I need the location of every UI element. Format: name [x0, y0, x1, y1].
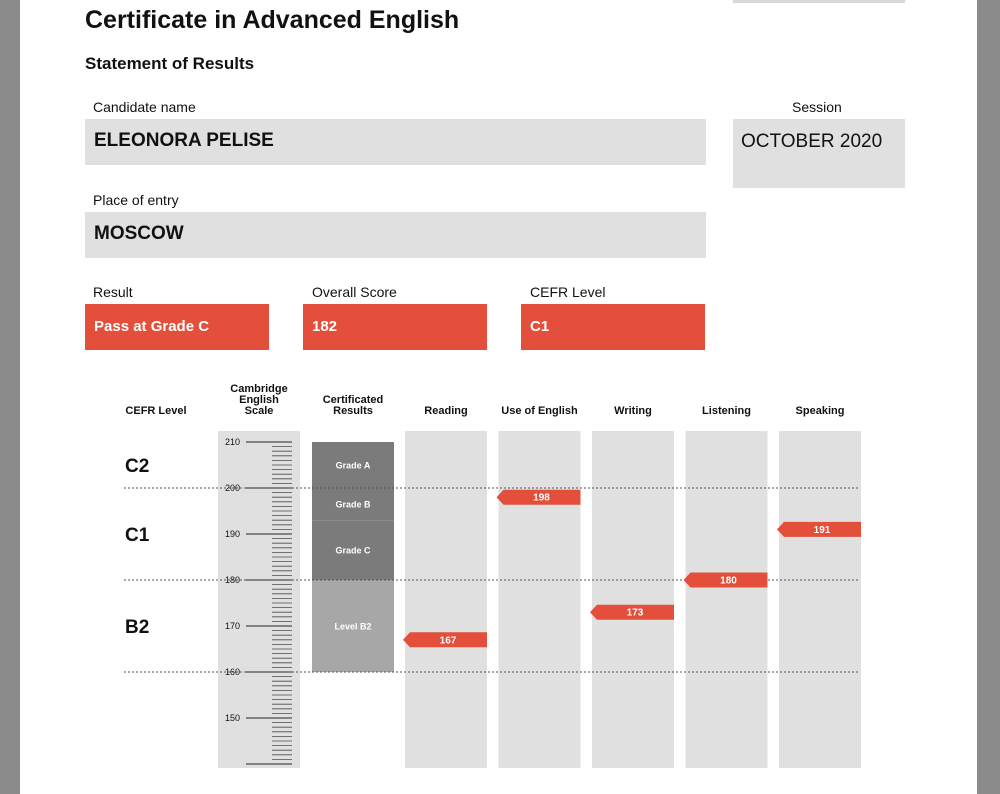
score-marker-label: 167 [439, 635, 457, 647]
skill-column-bg [592, 431, 674, 768]
certificated-result-label: Level B2 [334, 621, 372, 632]
result-value: Pass at Grade C [94, 318, 210, 335]
cefr-band-label: C2 [125, 456, 150, 477]
overall-score-value: 182 [312, 318, 338, 335]
certificated-result-label: Grade C [335, 545, 371, 556]
scale-tick-label: 200 [225, 483, 241, 493]
score-marker-label: 191 [813, 524, 831, 536]
score-marker-label: 198 [533, 492, 550, 504]
overall-score-label: Overall Score [312, 284, 397, 300]
skill-column-bg [499, 431, 581, 768]
candidate-name-value: ELEONORA PELISE [94, 130, 274, 151]
scale-tick-label: 150 [225, 713, 241, 723]
candidate-name-label: Candidate name [93, 99, 196, 115]
certificated-result-label: Grade A [335, 460, 371, 471]
scale-tick-label: 210 [225, 437, 241, 447]
document-subtitle: Statement of Results [85, 54, 255, 73]
certificated-results-header: Results [333, 405, 373, 417]
cambridge-scale-header: English [239, 394, 279, 406]
document-title: Certificate in Advanced English [85, 6, 460, 34]
cefr-band-label: B2 [125, 617, 150, 638]
score-marker-label: 173 [626, 607, 644, 619]
skill-column-bg [405, 431, 487, 768]
cambridge-scale-header: Scale [244, 405, 274, 417]
skill-column-header: Listening [702, 405, 751, 417]
scale-tick-label: 180 [225, 575, 241, 585]
scale-tick-label: 160 [225, 667, 241, 677]
cefr-level-label: CEFR Level [530, 284, 606, 300]
certificated-results-header: Certificated [322, 394, 384, 406]
cefr-level-header: CEFR Level [125, 405, 187, 417]
place-of-entry-value: MOSCOW [94, 223, 184, 244]
session-label: Session [792, 99, 842, 115]
cefr-level-value: C1 [530, 318, 550, 335]
skill-column-header: Writing [614, 405, 652, 417]
skill-column-bg [779, 431, 861, 768]
session-value: OCTOBER 2020 [741, 131, 883, 152]
score-marker-label: 180 [720, 575, 737, 587]
skill-column-header: Speaking [795, 405, 845, 417]
skill-column-bg [686, 431, 768, 768]
scale-tick-label: 170 [225, 621, 241, 631]
skill-column-header: Reading [424, 405, 468, 417]
certificated-result-label: Grade B [335, 499, 371, 510]
result-label: Result [93, 284, 133, 300]
cambridge-scale-header: Cambridge [230, 383, 288, 395]
skill-column-header: Use of English [501, 405, 578, 417]
scale-tick-label: 190 [225, 529, 241, 539]
place-of-entry-label: Place of entry [93, 192, 179, 208]
cefr-band-label: C1 [125, 525, 150, 546]
